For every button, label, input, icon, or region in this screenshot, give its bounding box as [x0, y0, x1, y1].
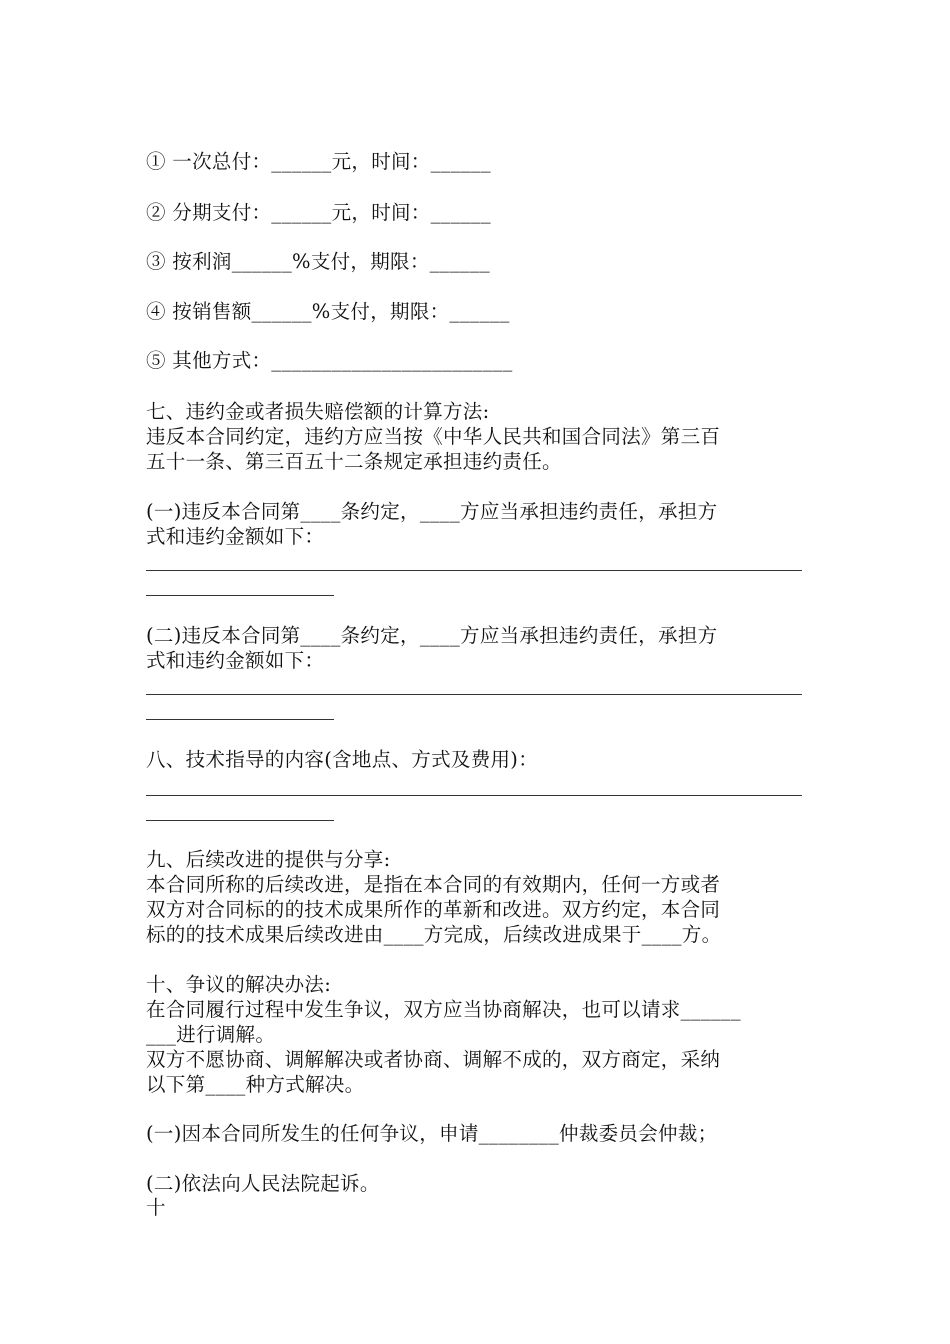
payment-option-4: ④ 按销售额______%支付，期限：______ — [146, 300, 510, 323]
fill-in-rule — [146, 570, 802, 571]
section-9-heading: 九、后续改进的提供与分享: — [146, 848, 391, 871]
fill-in-rule — [146, 719, 334, 720]
section-9-line-2: 双方对合同标的的技术成果所作的革新和改进。双方约定，本合同 — [146, 898, 721, 921]
payment-option-3: ③ 按利润______%支付，期限：______ — [146, 250, 490, 273]
fill-in-rule — [146, 595, 334, 596]
payment-option-5: ⑤ 其他方式：________________________ — [146, 349, 513, 372]
section-7-heading: 七、违约金或者损失赔偿额的计算方法: — [146, 400, 490, 423]
section-10-line-1: 在合同履行过程中发生争议，双方应当协商解决，也可以请求______ — [146, 998, 741, 1021]
section-10-heading: 十、争议的解决办法: — [146, 973, 332, 996]
section-10-line-4: 以下第____种方式解决。 — [146, 1073, 365, 1096]
section-7-item-1-line-2: 式和违约金额如下： — [146, 525, 325, 548]
section-10-option-1: (一)因本合同所发生的任何争议，申请________仲裁委员会仲裁； — [146, 1122, 718, 1145]
fill-in-rule — [146, 694, 802, 695]
section-9-line-3: 标的的技术成果后续改进由____方完成，后续改进成果于____方。 — [146, 923, 722, 946]
fill-in-rule — [146, 795, 802, 796]
section-7-line-1: 违反本合同约定，违约方应当按《中华人民共和国合同法》第三百 — [146, 425, 721, 448]
payment-option-1: ① 一次总付：______元，时间：______ — [146, 150, 491, 173]
section-10-option-2: (二)依法向人民法院起诉。 — [146, 1172, 380, 1195]
section-10-line-2: ___进行调解。 — [146, 1023, 276, 1046]
section-7-item-1-line-1: (一)违反本合同第____条约定，____方应当承担违约责任，承担方 — [146, 500, 718, 523]
section-7-item-2-line-1: (二)违反本合同第____条约定，____方应当承担违约责任，承担方 — [146, 624, 718, 647]
section-7-item-2-line-2: 式和违约金额如下： — [146, 649, 325, 672]
section-9-line-1: 本合同所称的后续改进，是指在本合同的有效期内，任何一方或者 — [146, 873, 721, 896]
fill-in-rule — [146, 820, 334, 821]
payment-option-2: ② 分期支付：______元，时间：______ — [146, 201, 491, 224]
trailing-heading-fragment: 十 — [146, 1196, 166, 1219]
section-8-heading: 八、技术指导的内容(含地点、方式及费用)： — [146, 748, 539, 771]
section-10-line-3: 双方不愿协商、调解解决或者协商、调解不成的，双方商定，采纳 — [146, 1048, 721, 1071]
section-7-line-2: 五十一条、第三百五十二条规定承担违约责任。 — [146, 450, 562, 473]
